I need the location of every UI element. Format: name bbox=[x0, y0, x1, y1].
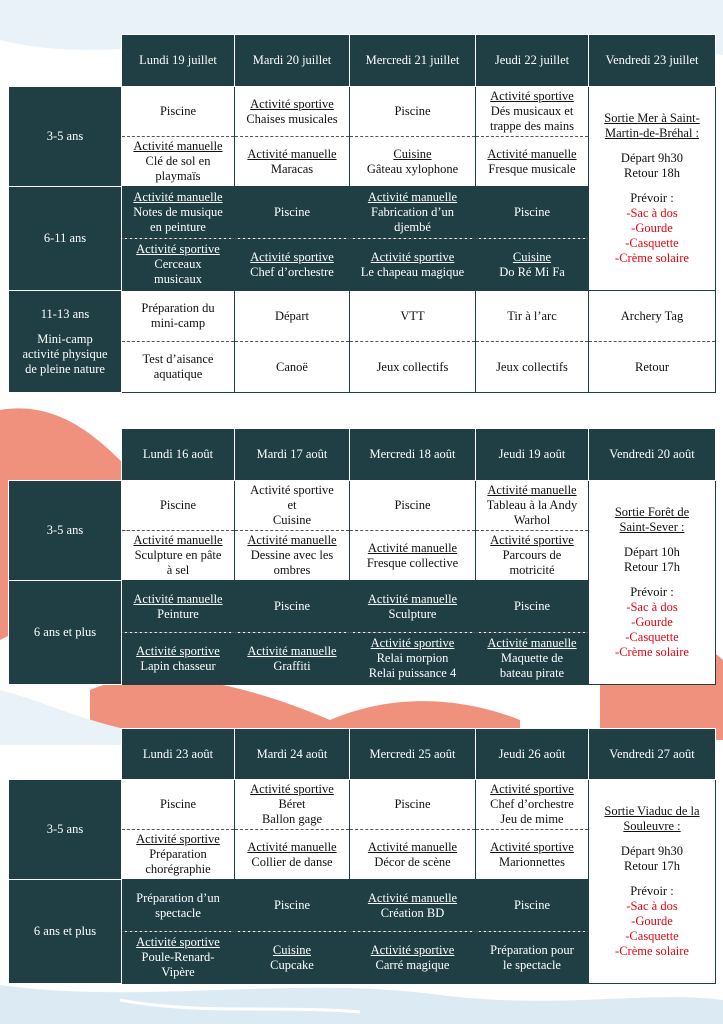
activity-cell: Retour bbox=[589, 342, 716, 393]
age-group-3-5: 3-5 ans bbox=[9, 481, 122, 581]
activity-cell: Piscine bbox=[122, 481, 235, 531]
day-header: Mercredi 18 août bbox=[350, 429, 476, 481]
activity-cell: Activité manuelle Tableau à la Andy Warhol bbox=[476, 481, 589, 531]
activity-cell: Préparation d’un spectacle bbox=[122, 880, 235, 932]
activity-cell: Activité manuelle Sculpture bbox=[350, 581, 476, 633]
day-header: Lundi 19 juillet bbox=[122, 35, 235, 87]
corner bbox=[9, 429, 122, 481]
outing-cell: Sortie Viaduc de la Souleuvre : Départ 9h30 Retour 17h Prévoir : -Sac à dos -Gourde -Casquette -Crème solaire bbox=[589, 780, 716, 984]
activity-cell: Piscine bbox=[122, 780, 235, 830]
activity-cell: Activité sportive Cerceaux musicaux bbox=[122, 239, 235, 291]
activity-cell: Activité sportive Relai morpion Relai puissance 4 bbox=[350, 633, 476, 685]
activity-cell: Piscine bbox=[122, 87, 235, 137]
age-group-6-plus: 6 ans et plus bbox=[9, 581, 122, 685]
day-header: Jeudi 22 juillet bbox=[476, 35, 589, 87]
outing-cell: Sortie Mer à Saint- Martin-de-Bréhal : Départ 9h30 Retour 18h Prévoir : -Sac à dos -Gourde -Casquette -Crème solaire bbox=[589, 87, 716, 291]
activity-cell: Activité sportive Le chapeau magique bbox=[350, 239, 476, 291]
activity-cell: Piscine bbox=[235, 581, 350, 633]
activity-cell: Cuisine Gâteau xylophone bbox=[350, 137, 476, 187]
activity-cell: Activité sportive Chaises musicales bbox=[235, 87, 350, 137]
activity-cell: Activité sportive Chef d’orchestre bbox=[235, 239, 350, 291]
activity-cell: Activité manuelle Maracas bbox=[235, 137, 350, 187]
corner bbox=[9, 35, 122, 87]
activity-cell: Test d’aisance aquatique bbox=[122, 342, 235, 393]
activity-cell: Piscine bbox=[350, 481, 476, 531]
activity-cell: Activité sportive Dés musicaux et trappe des mains bbox=[476, 87, 589, 137]
day-header: Lundi 16 août bbox=[122, 429, 235, 481]
activity-cell: Activité manuelle Fabrication d’un djembé bbox=[350, 187, 476, 239]
activity-cell: Activité manuelle Fresque collective bbox=[350, 531, 476, 581]
day-header: Vendredi 23 juillet bbox=[589, 35, 716, 87]
activity-cell: Piscine bbox=[235, 880, 350, 932]
activity-cell: Piscine bbox=[476, 581, 589, 633]
activity-cell: Activité sportive Chef d’orchestre Jeu de mime bbox=[476, 780, 589, 830]
day-header: Mardi 17 août bbox=[235, 429, 350, 481]
age-group-6-plus: 6 ans et plus bbox=[9, 880, 122, 984]
activity-cell: Activité sportive Carré magique bbox=[350, 932, 476, 984]
activity-cell: Activité sportive Lapin chasseur bbox=[122, 633, 235, 685]
week-3-schedule bbox=[8, 728, 716, 984]
activity-cell: Activité sportive Béret Ballon gage bbox=[235, 780, 350, 830]
activity-cell: Activité manuelle Graffiti bbox=[235, 633, 350, 685]
activity-cell: Archery Tag bbox=[589, 291, 716, 342]
activity-cell: Activité manuelle Clé de sol en playmaïs bbox=[122, 137, 235, 187]
week-2-schedule bbox=[8, 428, 716, 685]
day-header: Jeudi 26 août bbox=[476, 729, 589, 780]
day-header: Jeudi 19 août bbox=[476, 429, 589, 481]
outing-cell: Sortie Forêt de Saint-Sever : Départ 10h Retour 17h Prévoir : -Sac à dos -Gourde -Casquette -Crème solaire bbox=[589, 481, 716, 685]
day-header: Lundi 23 août bbox=[122, 729, 235, 780]
day-header: Mercredi 21 juillet bbox=[350, 35, 476, 87]
activity-cell: Activité manuelle Maquette de bateau pirate bbox=[476, 633, 589, 685]
activity-cell: Activité sportive Préparation chorégraphie bbox=[122, 830, 235, 880]
activity-cell: Piscine bbox=[235, 187, 350, 239]
activity-cell: Piscine bbox=[350, 87, 476, 137]
activity-cell: Jeux collectifs bbox=[476, 342, 589, 393]
day-header: Mercredi 25 août bbox=[350, 729, 476, 780]
activity-cell: Activité manuelle Collier de danse bbox=[235, 830, 350, 880]
activity-cell: Activité sportive Parcours de motricité bbox=[476, 531, 589, 581]
activity-cell: Tir à l’arc bbox=[476, 291, 589, 342]
activity-cell: VTT bbox=[350, 291, 476, 342]
day-header: Mardi 24 août bbox=[235, 729, 350, 780]
activity-cell: Piscine bbox=[476, 187, 589, 239]
activity-cell: Piscine bbox=[350, 780, 476, 830]
activity-cell: Activité manuelle Sculpture en pâte à sel bbox=[122, 531, 235, 581]
activity-cell: Cuisine Do Ré Mi Fa bbox=[476, 239, 589, 291]
activity-cell: Activité sportive et Cuisine bbox=[235, 481, 350, 531]
activity-cell: Départ bbox=[235, 291, 350, 342]
activity-cell: Cuisine Cupcake bbox=[235, 932, 350, 984]
day-header: Vendredi 27 août bbox=[589, 729, 716, 780]
activity-cell: Activité sportive Marionnettes bbox=[476, 830, 589, 880]
day-header: Vendredi 20 août bbox=[589, 429, 716, 481]
wave-bottom bbox=[0, 985, 723, 1024]
activity-cell: Activité manuelle Peinture bbox=[122, 581, 235, 633]
activity-cell: Activité sportive Poule-Renard- Vipère bbox=[122, 932, 235, 984]
activity-cell: Activité manuelle Décor de scène bbox=[350, 830, 476, 880]
activity-cell: Activité manuelle Création BD bbox=[350, 880, 476, 932]
week-1-schedule bbox=[8, 34, 716, 393]
activity-cell: Préparation pour le spectacle bbox=[476, 932, 589, 984]
age-group-3-5: 3-5 ans bbox=[9, 87, 122, 187]
age-group-6-11: 6-11 ans bbox=[9, 187, 122, 291]
activity-cell: Piscine bbox=[476, 880, 589, 932]
activity-cell: Préparation du mini-camp bbox=[122, 291, 235, 342]
age-group-3-5: 3-5 ans bbox=[9, 780, 122, 880]
activity-cell: Activité manuelle Dessine avec les ombres bbox=[235, 531, 350, 581]
day-header: Mardi 20 juillet bbox=[235, 35, 350, 87]
age-group-11-13: 11-13 ans Mini-camp activité physique de pleine nature bbox=[9, 291, 122, 393]
activity-cell: Activité manuelle Notes de musique en peinture bbox=[122, 187, 235, 239]
activity-cell: Activité manuelle Fresque musicale bbox=[476, 137, 589, 187]
activity-cell: Jeux collectifs bbox=[350, 342, 476, 393]
corner bbox=[9, 729, 122, 780]
activity-cell: Canoë bbox=[235, 342, 350, 393]
